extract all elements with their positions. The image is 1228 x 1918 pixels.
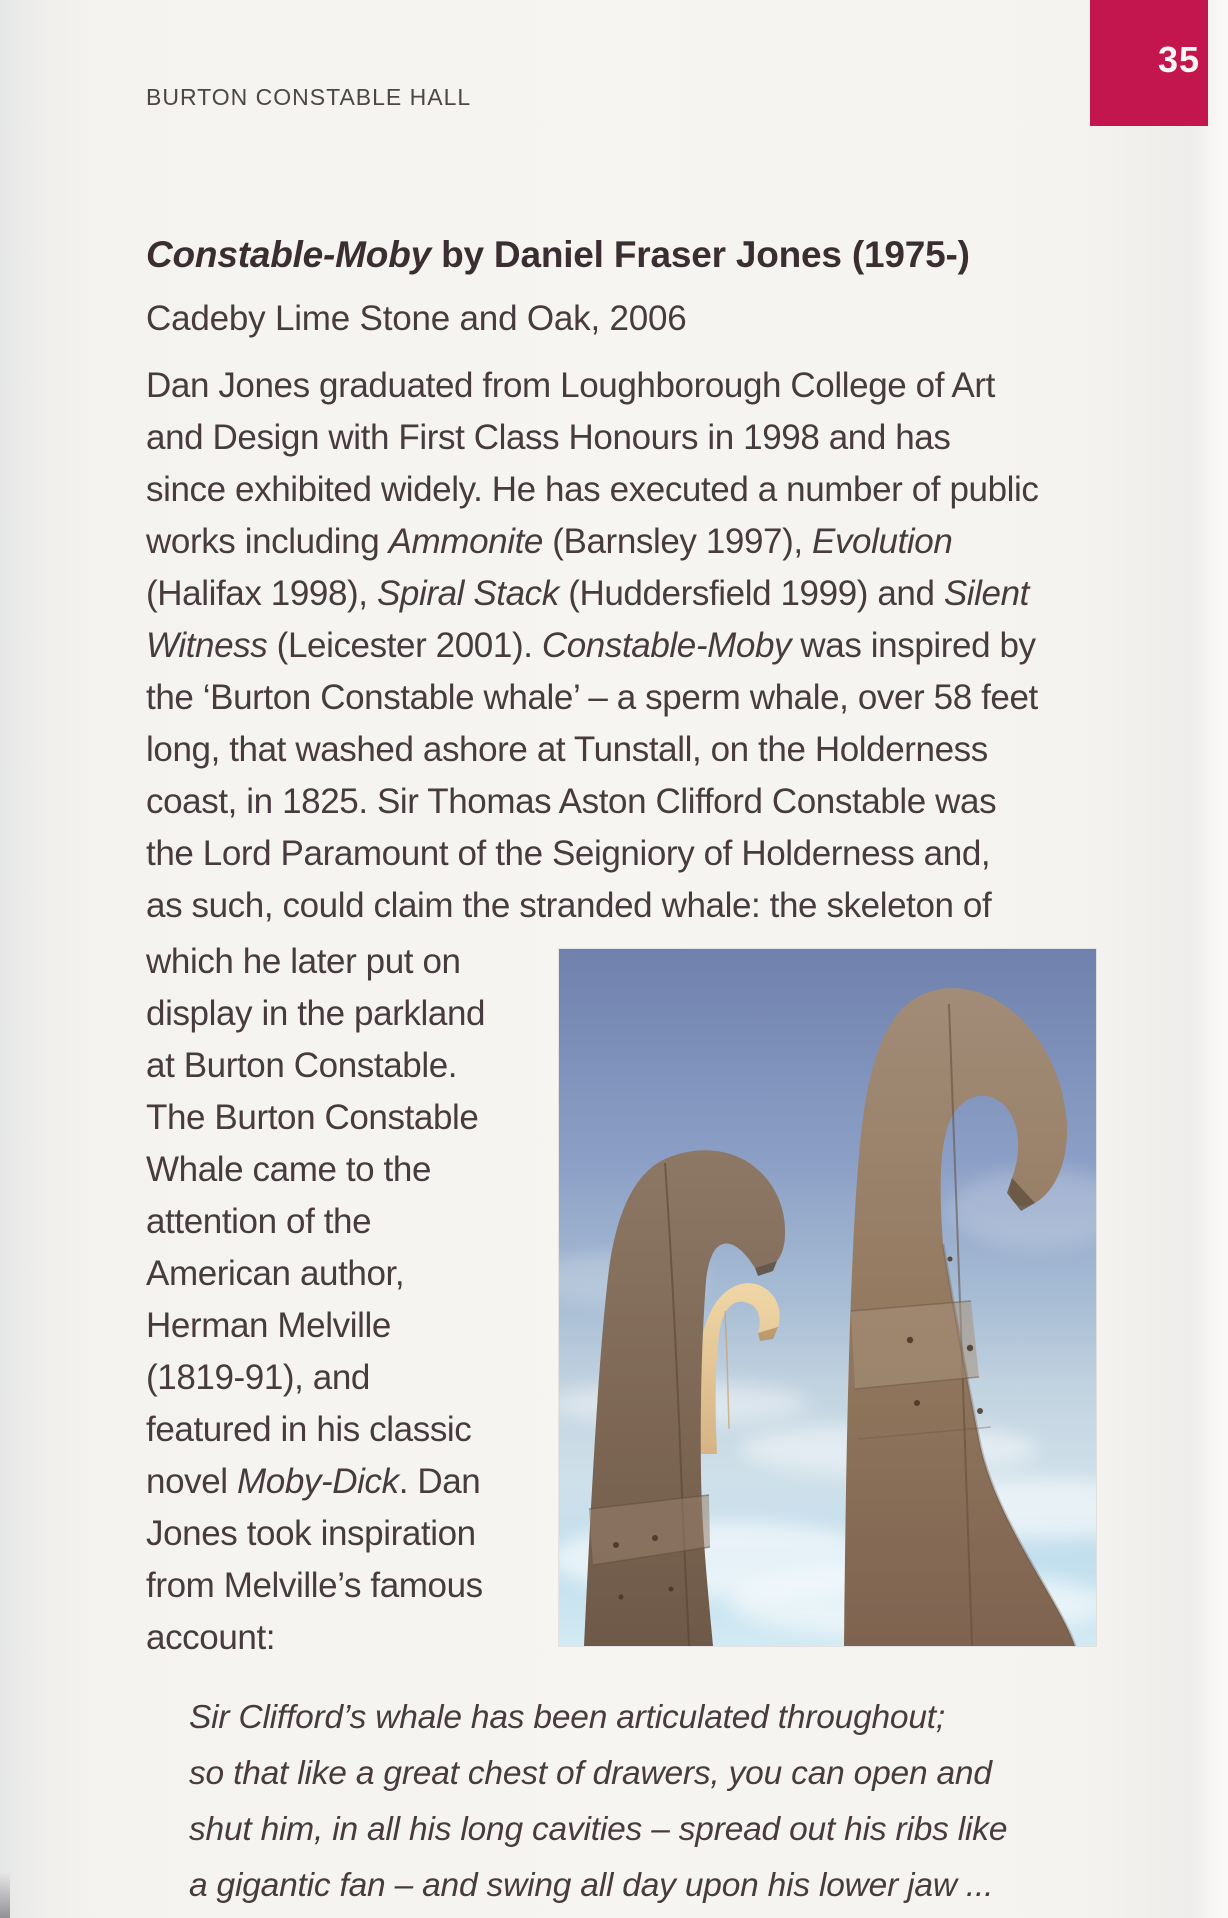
article-title	[146, 234, 970, 276]
page-number-tab	[1090, 0, 1208, 126]
text-segment: Ammonite	[388, 522, 543, 561]
text-line	[146, 1560, 558, 1612]
page-number: 35	[1158, 39, 1201, 80]
text-line	[146, 776, 1039, 828]
text-segment: (Leicester 2001).	[267, 626, 542, 665]
text-line: Sir Clifford’s whale has been articulated throughout;	[189, 1699, 946, 1736]
text-line	[146, 620, 1039, 672]
text-line	[146, 880, 1039, 932]
sculpture-photo	[559, 949, 1096, 1646]
text-line	[146, 828, 1039, 880]
text-line	[146, 936, 558, 988]
text-line	[146, 1404, 558, 1456]
text-line	[146, 1456, 558, 1508]
text-line	[146, 672, 1039, 724]
text-segment: (Halifax 1998),	[146, 574, 377, 613]
text-segment: was inspired by	[791, 626, 1036, 665]
text-line	[146, 1508, 558, 1560]
text-segment: The Burton Constable	[146, 1098, 479, 1137]
text-segment: (Huddersfield 1999) and	[558, 574, 944, 613]
text-segment: Evolution	[812, 522, 953, 561]
text-line: a gigantic fan – and swing all day upon his lower jaw ...	[189, 1867, 994, 1904]
text-segment: display in the parkland	[146, 994, 486, 1033]
text-segment: Whale came to the	[146, 1150, 432, 1189]
text-line	[146, 1092, 558, 1144]
text-segment: by Daniel Fraser Jones (1975-)	[430, 234, 970, 275]
body-paragraph-full-width	[146, 360, 1039, 932]
text-line	[146, 1196, 558, 1248]
text-segment: . Dan	[398, 1462, 481, 1501]
text-segment: the ‘Burton Constable whale’ – a sperm whale, over 58 feet	[146, 678, 1038, 717]
sculpture-photo-art	[559, 949, 1096, 1646]
text-line: so that like a great chest of drawers, you can open and	[189, 1755, 992, 1792]
text-line: shut him, in all his long cavities – spread out his ribs like	[189, 1811, 1008, 1848]
article-subtitle: Cadeby Lime Stone and Oak, 2006	[146, 299, 687, 338]
scan-edge-artifact	[0, 1872, 10, 1918]
text-segment: (1819-91), and	[146, 1358, 371, 1397]
text-segment: Dan Jones graduated from Loughborough College of Art	[146, 366, 995, 405]
text-segment: Silent	[943, 574, 1030, 613]
text-line	[146, 1612, 558, 1664]
text-segment: Witness	[146, 626, 268, 665]
text-segment: as such, could claim the stranded whale: the skeleton of	[146, 886, 992, 925]
text-segment: featured in his classic	[146, 1410, 472, 1449]
text-segment: coast, in 1825. Sir Thomas Aston Clifford Constable was	[146, 782, 997, 821]
body-paragraph-column	[146, 936, 558, 1664]
text-segment: long, that washed ashore at Tunstall, on the Holderness	[146, 730, 988, 769]
text-segment: and Design with First Class Honours in 1998 and has	[146, 418, 951, 457]
text-segment: works including	[146, 522, 389, 561]
text-line	[146, 464, 1039, 516]
text-segment: American author,	[146, 1254, 405, 1293]
text-segment: Moby-Dick	[237, 1462, 399, 1501]
text-segment: Constable-Moby	[146, 234, 431, 275]
text-segment: Constable-Moby	[541, 626, 792, 665]
text-segment: the Lord Paramount of the Seigniory of Holderness and,	[146, 834, 991, 873]
text-line	[146, 1352, 558, 1404]
text-line	[146, 724, 1039, 776]
text-segment: Jones took inspiration	[146, 1514, 476, 1553]
text-line	[146, 516, 1039, 568]
text-segment: Spiral Stack	[376, 574, 559, 613]
text-line	[146, 1300, 558, 1352]
text-segment: since exhibited widely. He has executed a number of public	[146, 470, 1039, 509]
running-header: BURTON CONSTABLE HALL	[146, 84, 472, 110]
text-line	[146, 412, 1039, 464]
text-segment: which he later put on	[146, 942, 461, 981]
text-segment: (Barnsley 1997),	[542, 522, 813, 561]
text-line	[146, 1144, 558, 1196]
text-line	[146, 568, 1039, 620]
text-segment: novel	[146, 1462, 237, 1501]
text-segment: at Burton Constable.	[146, 1046, 458, 1085]
text-line	[146, 1040, 558, 1092]
text-segment: attention of the	[146, 1202, 372, 1241]
text-line	[146, 988, 558, 1040]
text-segment: account:	[146, 1618, 276, 1657]
text-line	[146, 1248, 558, 1300]
text-segment: from Melville’s famous	[146, 1566, 483, 1605]
block-quote	[189, 1690, 1007, 1914]
text-line	[146, 360, 1039, 412]
text-segment: Herman Melville	[146, 1306, 391, 1345]
